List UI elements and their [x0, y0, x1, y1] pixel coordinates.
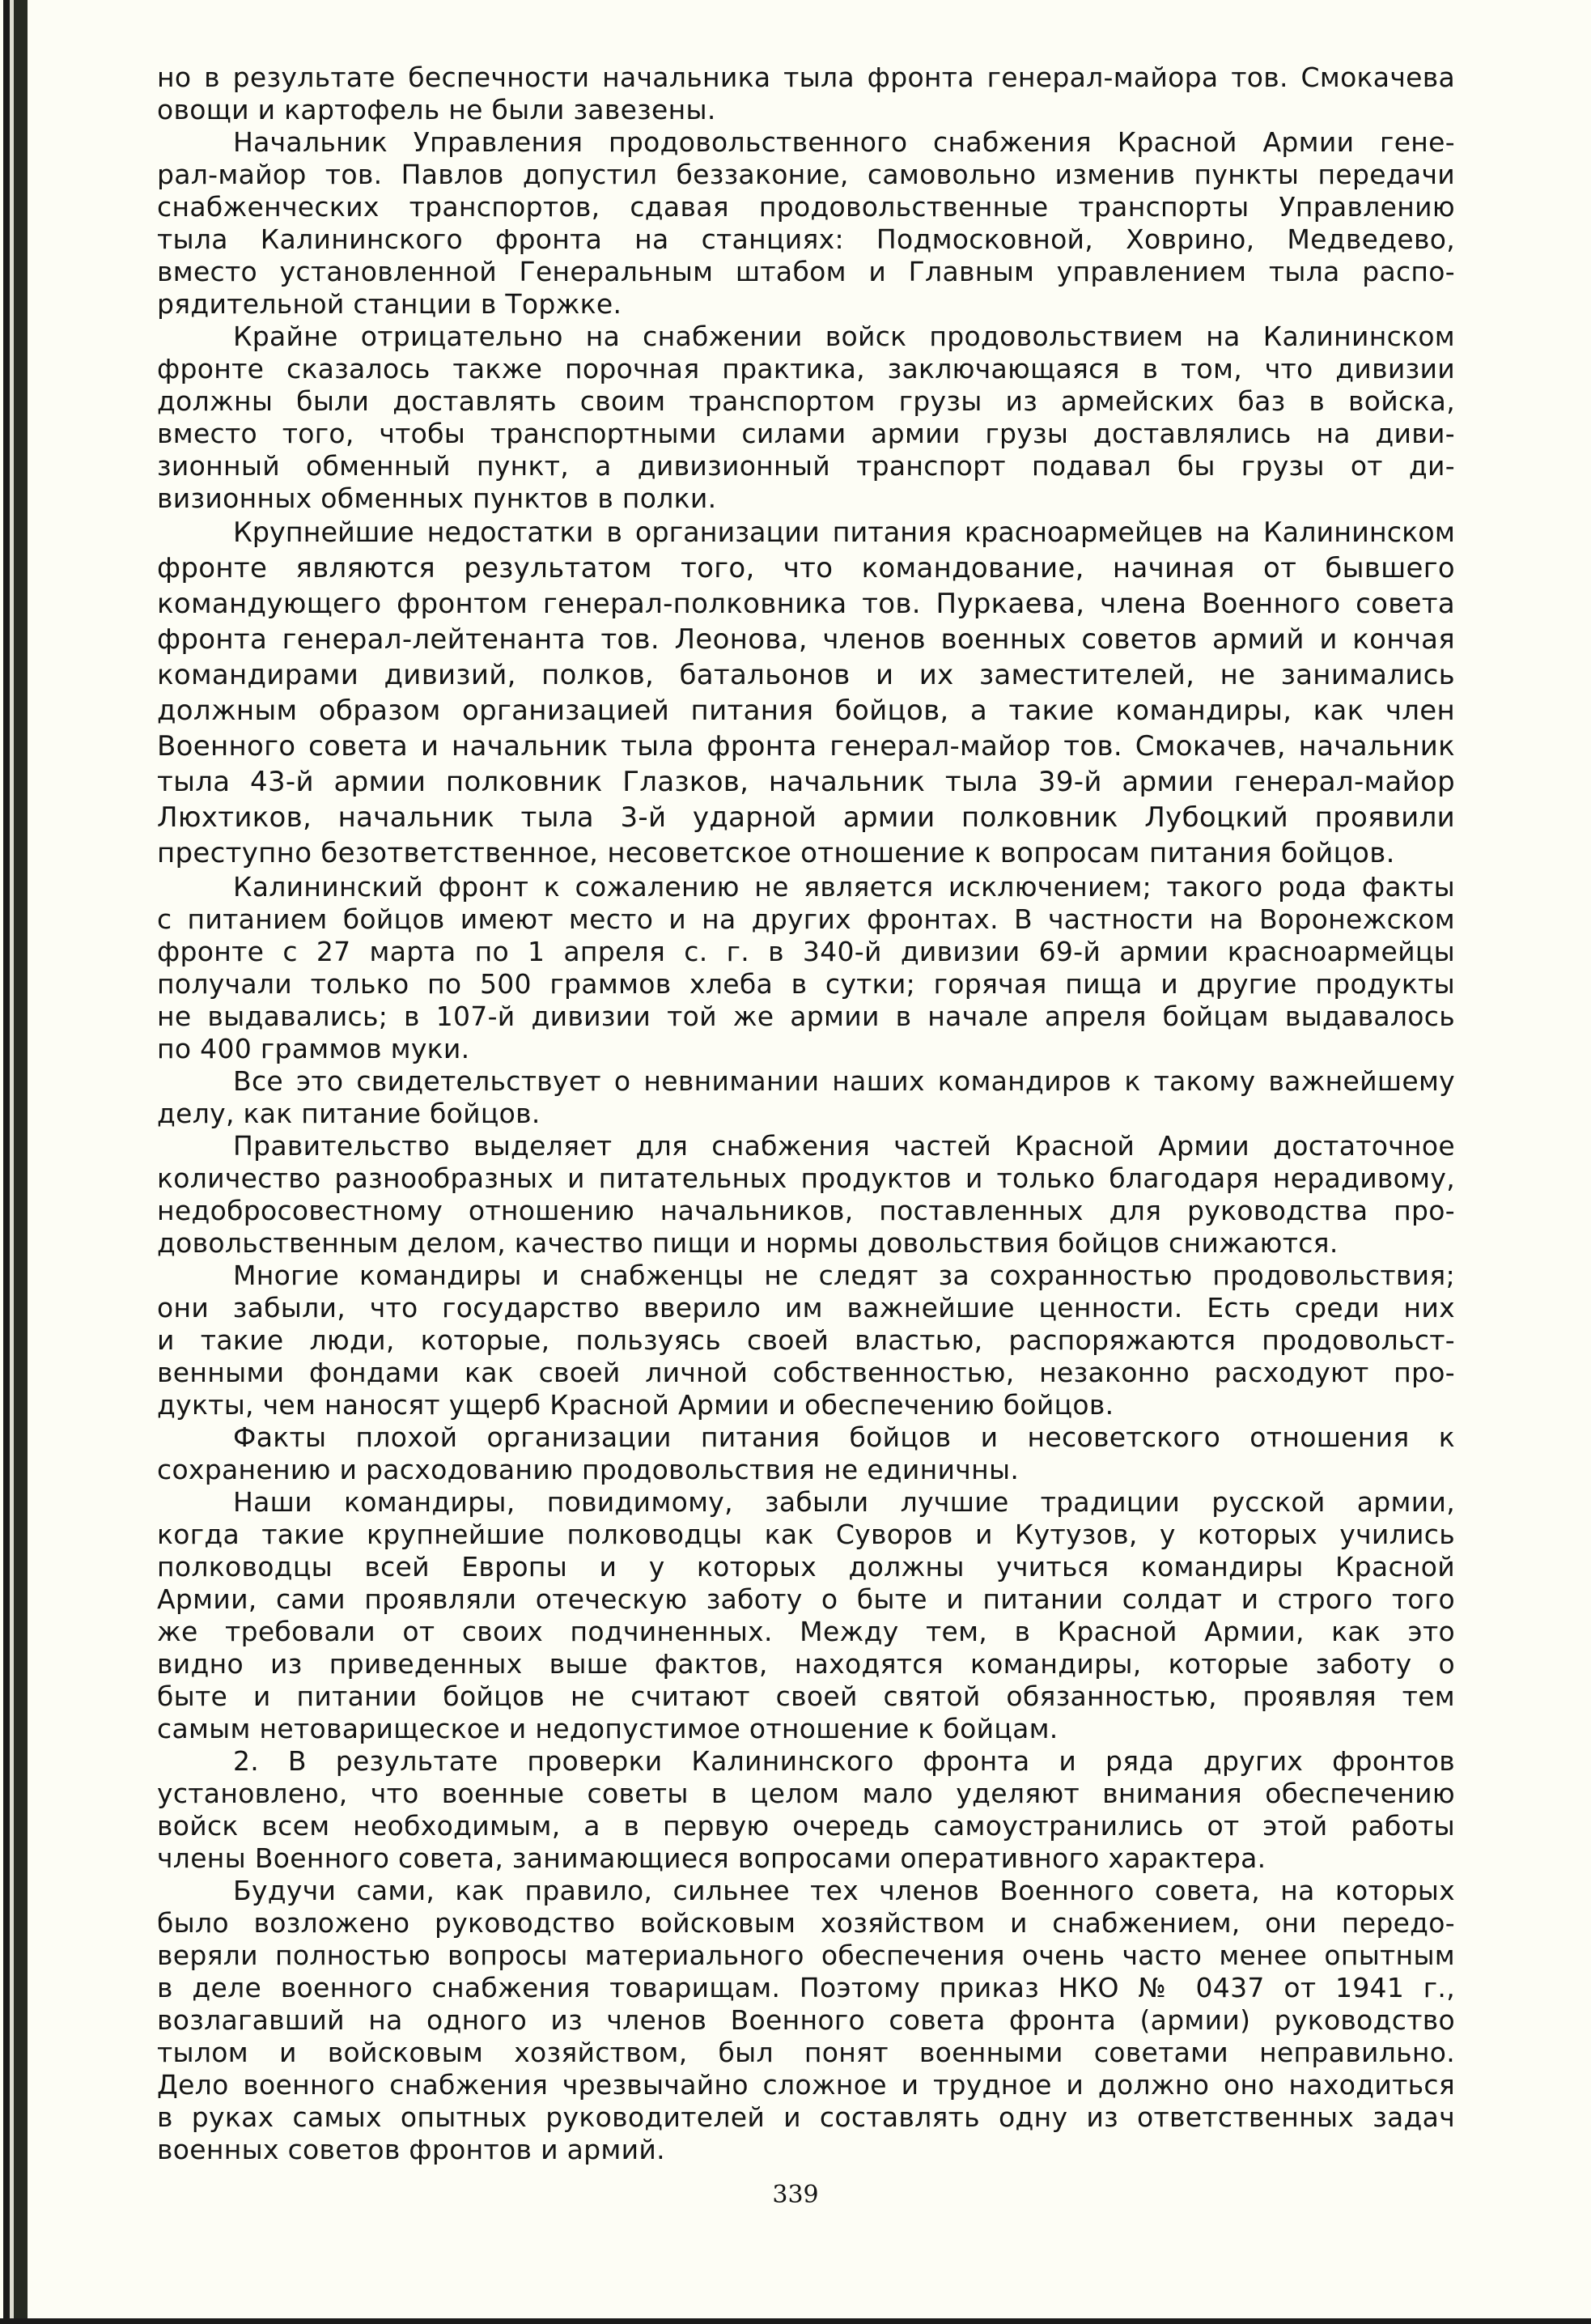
paragraph [157, 1130, 1455, 1260]
page-number: 339 [772, 2181, 819, 2209]
text-line: в деле военного снабжения товарищам. Поэтому приказ НКО № 0437 от 1941 г., [157, 1972, 1455, 2003]
text-line: командирами дивизий, полков, батальонов и их заместителей, не занимались [157, 659, 1455, 691]
text-line: в руках самых опытных руководителей и составлять одну из ответственных задач [157, 2101, 1455, 2133]
text-line: тыла Калининского фронта на станциях: Подмосковной, Ховрино, Медведево, [157, 223, 1455, 255]
text-line: снабженческих транспортов, сдавая продовольственные транспорты Управлению [157, 191, 1455, 223]
paragraph [157, 62, 1455, 126]
text-line: получали только по 500 граммов хлеба в сутки; горячая пища и другие продукты [157, 968, 1455, 1000]
text-line: командующего фронтом генерал-полковника тов. Пуркаева, члена Военного совета [157, 588, 1455, 620]
text-line: фронте с 27 марта по 1 апреля с. г. в 340-й дивизии 69-й армии красноармейцы [157, 936, 1455, 967]
text-line: Многие командиры и снабженцы не следят за сохранностью продовольствия; [233, 1260, 1455, 1291]
text-line: фронте являются результатом того, что командование, начиная от бывшего [157, 552, 1455, 584]
text-line: же требовали от своих подчиненных. Между тем, в Красной Армии, как это [157, 1616, 1455, 1647]
text-line: Крупнейшие недостатки в организации питания красноармейцев на Калининском [233, 516, 1455, 548]
paragraph [157, 126, 1455, 321]
text-line: дукты, чем наносят ущерб Красной Армии и обеспечению бойцов. [157, 1389, 1114, 1421]
paragraph [157, 515, 1455, 871]
text-line: видно из приведенных выше фактов, находятся командиры, которые заботу о [157, 1648, 1455, 1680]
text-line: Начальник Управления продовольственного снабжения Красной Армии гене- [233, 126, 1455, 158]
text-line: недобросовестному отношению начальников, поставленных для руководства про- [157, 1195, 1455, 1226]
text-line: полководцы всей Европы и у которых должны учиться командиры Красной [157, 1551, 1455, 1583]
text-line: зионный обменный пункт, а дивизионный транспорт подавал бы грузы от ди- [157, 450, 1455, 482]
text-line: вместо того, чтобы транспортными силами армии грузы доставлялись на диви- [157, 418, 1455, 449]
scan-bottom-edge [0, 2318, 1591, 2324]
text-line: фронта генерал-лейтенанта тов. Леонова, членов военных советов армий и кончая [157, 623, 1455, 656]
text-line: тылом и войсковым хозяйством, был понят военными советами неправильно. [157, 2037, 1455, 2068]
text-line: сохранению и расходованию продовольствия не единичны. [157, 1454, 1020, 1485]
text-line: но в результате беспечности начальника тыла фронта генерал-майора тов. Смокачева [157, 62, 1455, 93]
text-line: Армии, сами проявляли отеческую заботу о быте и питании солдат и строго того [157, 1583, 1455, 1615]
text-line: должны были доставлять своим транспортом грузы из армейских баз в войска, [157, 385, 1455, 417]
text-line: возлагавший на одного из членов Военного совета фронта (армии) руководство [157, 2004, 1455, 2036]
text-line: овощи и картофель не были завезены. [157, 94, 716, 125]
text-line: они забыли, что государство вверило им важнейшие ценности. Есть среди них [157, 1292, 1455, 1323]
paragraph [157, 1421, 1455, 1486]
text-line: быте и питании бойцов не считают своей святой обязанностью, проявляя тем [157, 1680, 1455, 1712]
text-line: самым нетоварищеское и недопустимое отношение к бойцам. [157, 1713, 1059, 1744]
text-line: 2. В результате проверки Калининского фронта и ряда других фронтов [233, 1745, 1455, 1777]
text-line: члены Военного совета, занимающиеся вопросами оперативного характера. [157, 1842, 1266, 1874]
paragraph [157, 1745, 1455, 1875]
text-line: Факты плохой организации питания бойцов и несоветского отношения к [233, 1421, 1455, 1453]
text-line: должным образом организацией питания бойцов, а такие командиры, как член [157, 695, 1455, 727]
paragraph [157, 321, 1455, 515]
text-line: было возложено руководство войсковым хозяйством и снабжением, они передо- [157, 1907, 1455, 1939]
text-line: Все это свидетельствует о невнимании наших командиров к такому важнейшему [233, 1065, 1455, 1097]
scan-binding-edge [3, 0, 28, 2324]
text-line: по 400 граммов муки. [157, 1033, 470, 1064]
paragraph [157, 1486, 1455, 1745]
text-line: рядительной станции в Торжке. [157, 288, 622, 320]
text-line: Будучи сами, как правило, сильнее тех членов Военного совета, на которых [233, 1875, 1455, 1906]
text-line: преступно безответственное, несоветское отношение к вопросам питания бойцов. [157, 837, 1395, 869]
text-line: с питанием бойцов имеют место и на других фронтах. В частности на Воронежском [157, 903, 1455, 935]
text-line: веряли полностью вопросы материального обеспечения очень часто менее опытным [157, 1939, 1455, 1971]
text-line: Крайне отрицательно на снабжении войск продовольствием на Калининском [233, 321, 1455, 352]
text-column [157, 62, 1455, 2166]
text-line: Дело военного снабжения чрезвычайно сложное и трудное и должно оно находиться [157, 2069, 1455, 2101]
text-line: не выдавались; в 107-й дивизии той же армии в начале апреля бойцам выдавалось [157, 1001, 1455, 1032]
text-line: и такие люди, которые, пользуясь своей властью, распоряжаются продовольст- [157, 1324, 1455, 1356]
text-line: тыла 43-й армии полковник Глазков, начальник тыла 39-й армии генерал-майор [157, 766, 1455, 798]
text-line: войск всем необходимым, а в первую очередь самоустранились от этой работы [157, 1810, 1455, 1842]
text-line: Наши командиры, повидимому, забыли лучшие традиции русской армии, [233, 1486, 1455, 1518]
text-line: вместо установленной Генеральным штабом и Главным управлением тыла распо- [157, 256, 1455, 287]
paragraph [157, 1260, 1455, 1421]
text-line: визионных обменных пунктов в полки. [157, 482, 717, 514]
text-line: военных советов фронтов и армий. [157, 2134, 665, 2165]
text-line: когда такие крупнейшие полководцы как Суворов и Кутузов, у которых учились [157, 1519, 1455, 1550]
text-line: количество разнообразных и питательных продуктов и только благодаря нерадивому, [157, 1162, 1455, 1194]
text-line: установлено, что военные советы в целом мало уделяют внимания обеспечению [157, 1778, 1455, 1809]
paragraph [157, 871, 1455, 1065]
paragraph [157, 1875, 1455, 2166]
text-line: довольственным делом, качество пищи и нормы довольствия бойцов снижаются. [157, 1227, 1339, 1259]
text-line: венными фондами как своей личной собственностью, незаконно расходуют про- [157, 1357, 1455, 1388]
text-line: рал-майор тов. Павлов допустил беззаконие, самовольно изменив пункты передачи [157, 159, 1455, 190]
paragraph [157, 1065, 1455, 1130]
text-line: Правительство выделяет для снабжения частей Красной Армии достаточное [233, 1130, 1455, 1162]
text-line: Военного совета и начальник тыла фронта генерал-майор тов. Смокачев, начальник [157, 730, 1455, 763]
text-line: Люхтиков, начальник тыла 3-й ударной армии полковник Лубоцкий проявили [157, 801, 1455, 834]
text-line: делу, как питание бойцов. [157, 1098, 541, 1129]
text-line: фронте сказалось также порочная практика, заключающаяся в том, что дивизии [157, 353, 1455, 385]
text-line: Калининский фронт к сожалению не является исключением; такого рода факты [233, 871, 1455, 903]
